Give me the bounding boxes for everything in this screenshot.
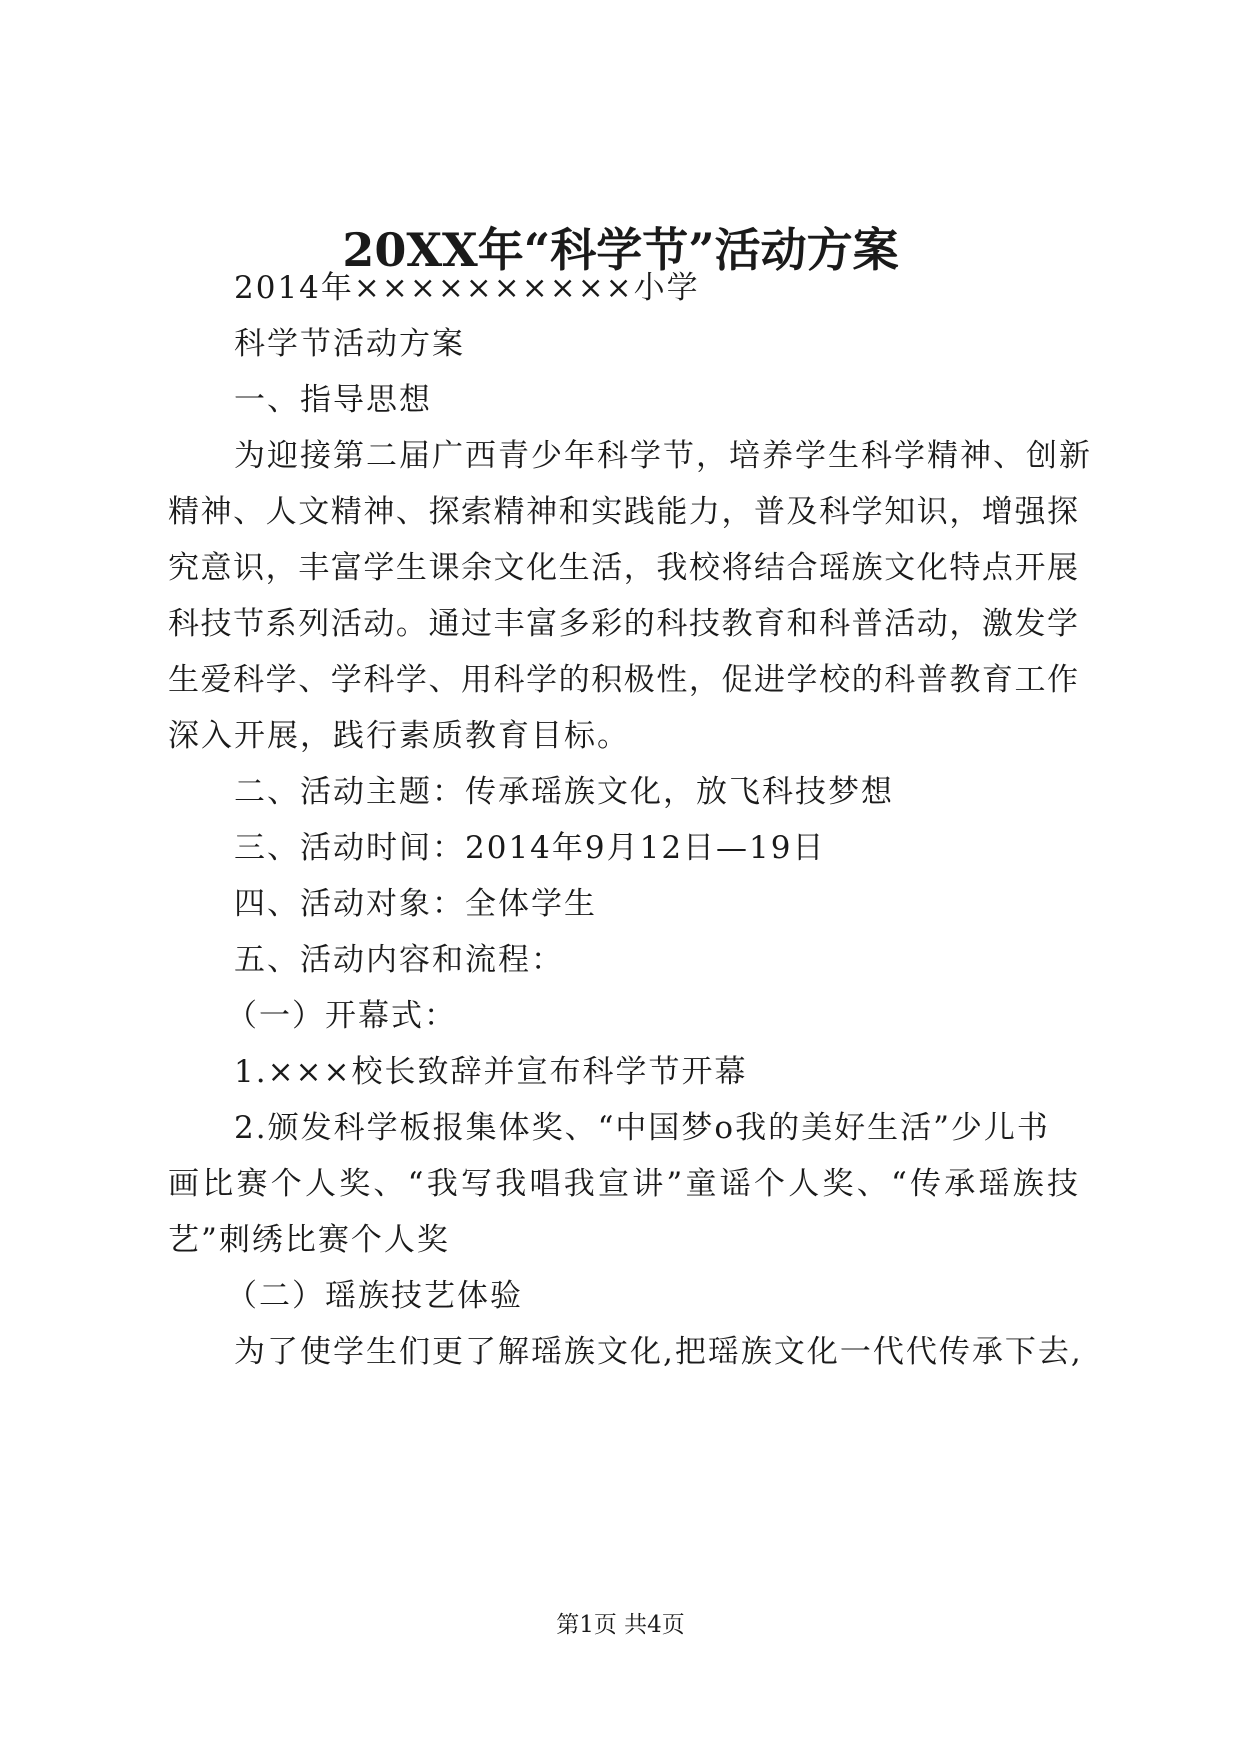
section-heading-audience: 四、活动对象：全体学生 (234, 886, 597, 922)
subsection-heading-craft: （二）瑶族技艺体验 (226, 1278, 523, 1314)
paragraph-line: 为迎接第二届广西青少年科学节，培养学生科学精神、创新 (234, 438, 1092, 474)
list-item: 1.×××校长致辞并宣布科学节开幕 (234, 1054, 748, 1090)
paragraph-line: 深入开展，践行素质教育目标。 (168, 718, 630, 754)
paragraph-line: 精神、人文精神、探索精神和实践能力，普及科学知识，增强探 (168, 494, 1078, 530)
school-line: 2014年××××××××××小学 (234, 270, 700, 306)
section-heading-content: 五、活动内容和流程： (234, 942, 564, 978)
document-title: 20XX年“科学节”活动方案 (342, 223, 899, 277)
section-heading-time: 三、活动时间：2014年9月12日—19日 (234, 830, 826, 866)
paragraph-line: 科技节系列活动。通过丰富多彩的科技教育和科普活动，激发学 (168, 606, 1078, 642)
paragraph-line: 生爱科学、学科学、用科学的积极性，促进学校的科普教育工作 (168, 662, 1078, 698)
list-item-continuation: 画比赛个人奖、“我写我唱我宣讲”童谣个人奖、“传承瑶族技 (168, 1166, 1078, 1202)
page-number-footer: 第1页 共4页 (556, 1612, 685, 1638)
paragraph-line: 为了使学生们更了解瑶族文化,把瑶族文化一代代传承下去, (234, 1334, 1083, 1370)
section-heading-theme: 二、活动主题：传承瑶族文化，放飞科技梦想 (234, 774, 894, 810)
section-heading-guiding-ideology: 一、指导思想 (234, 382, 432, 418)
plan-subtitle: 科学节活动方案 (234, 326, 465, 362)
list-item-continuation: 艺”刺绣比赛个人奖 (168, 1222, 450, 1258)
list-item: 2.颁发科学板报集体奖、“中国梦o我的美好生活”少儿书 (234, 1110, 1050, 1146)
subsection-heading-opening: （一）开幕式： (226, 998, 457, 1034)
paragraph-line: 究意识，丰富学生课余文化生活，我校将结合瑶族文化特点开展 (168, 550, 1078, 586)
